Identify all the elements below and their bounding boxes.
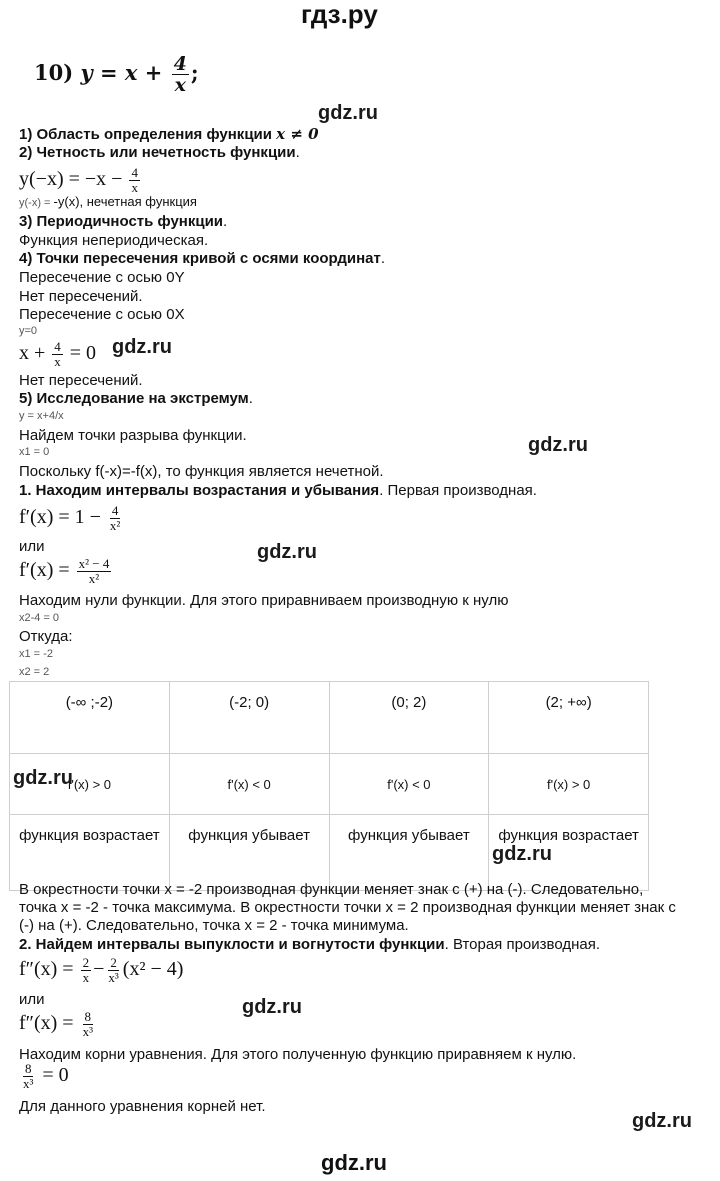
part2-heading-bold: 2. Найдем интервалы выпуклости и вогнутости функции bbox=[19, 936, 445, 953]
conclusion-line-3: (-) на (+). Следовательно, точка x = 2 - точка минимума. bbox=[19, 917, 409, 934]
sd1-frac-b bbox=[106, 956, 120, 985]
zeros-text: Находим нули функции. Для этого приравниваем производную к нулю bbox=[19, 592, 509, 609]
watermark-6: gdz.ru bbox=[492, 843, 552, 865]
section-extremum bbox=[19, 390, 253, 407]
sd1-den-b: x³ bbox=[108, 970, 119, 985]
interval-cell: (-∞ ;-2) bbox=[10, 682, 170, 754]
section-periodicity bbox=[19, 213, 227, 230]
section-parity-text: 2) Четность или нечетность функции bbox=[19, 144, 296, 161]
intersect-equation bbox=[19, 340, 96, 369]
parity-conclusion bbox=[19, 194, 197, 210]
parity-formula-lhs: y(−x) = −x − bbox=[19, 168, 123, 191]
roots-equation bbox=[19, 1062, 69, 1091]
task-lhs: y = x + bbox=[80, 60, 163, 85]
section-extremum-dot: . bbox=[248, 390, 253, 407]
part2-heading bbox=[19, 936, 600, 953]
watermark-3: gdz.ru bbox=[528, 434, 588, 456]
sd2-den: x³ bbox=[82, 1024, 93, 1039]
extremum-x1: x1 = 0 bbox=[19, 446, 50, 458]
or-label-2: или bbox=[19, 991, 45, 1008]
behaviour-cell: функция убывает bbox=[169, 815, 329, 891]
sign-table-intervals-row bbox=[10, 682, 649, 754]
sd2-frac bbox=[81, 1010, 95, 1039]
parity-frac-den: x bbox=[131, 180, 138, 195]
parity-frac-num: 4 bbox=[131, 165, 138, 180]
interval-cell: (-2; 0) bbox=[169, 682, 329, 754]
task-number: 10) bbox=[34, 60, 74, 85]
fd2-lhs: f′(x) = bbox=[19, 559, 70, 582]
fd1-frac bbox=[108, 504, 122, 533]
section-domain-text: 1) Область определения функции bbox=[19, 126, 277, 143]
section-intersections bbox=[19, 250, 385, 267]
intersect-eq-frac bbox=[52, 340, 63, 369]
watermark-7: gdz.ru bbox=[242, 996, 302, 1018]
sd1-frac-a bbox=[81, 956, 92, 985]
section-periodicity-text: 3) Периодичность функции bbox=[19, 213, 224, 230]
extremum-odd: Поскольку f(-x)=-f(x), то функция является нечетной. bbox=[19, 463, 384, 480]
watermark-5: gdz.ru bbox=[13, 767, 73, 789]
sd1-num-a: 2 bbox=[82, 955, 90, 970]
intersect-y0: y=0 bbox=[19, 325, 38, 337]
intersect-eq-rhs: = 0 bbox=[69, 342, 97, 365]
sd1-lhs: f″(x) = bbox=[19, 958, 74, 981]
site-footer: gdz.ru bbox=[321, 1150, 387, 1175]
part2-heading-rest: . Вторая производная. bbox=[444, 936, 601, 953]
roots-eq-num: 8 bbox=[24, 1061, 32, 1076]
behaviour-cell: функция возрастает bbox=[10, 815, 170, 891]
second-derivative-2 bbox=[19, 1010, 97, 1039]
sign-table-signs-row bbox=[10, 754, 649, 815]
sign-cell: f'(x) < 0 bbox=[329, 754, 489, 815]
intersect-ox: Пересечение с осью 0X bbox=[19, 306, 185, 323]
sd2-lhs: f″(x) = bbox=[19, 1012, 74, 1035]
root-x2: x2 = 2 bbox=[19, 666, 50, 678]
roots-eq-rhs: = 0 bbox=[42, 1064, 69, 1087]
section-extremum-text: 5) Исследование на экстремум bbox=[19, 390, 249, 407]
task-tail: ; bbox=[190, 60, 199, 85]
section-parity bbox=[19, 144, 300, 161]
task-heading bbox=[34, 54, 199, 95]
extremum-break: Найдем точки разрыва функции. bbox=[19, 427, 247, 444]
intersect-frac-num: 4 bbox=[54, 339, 61, 354]
sign-table-behaviour-row bbox=[10, 815, 649, 891]
root-x1: x1 = -2 bbox=[19, 648, 53, 660]
sign-cell: f'(x) < 0 bbox=[169, 754, 329, 815]
sd1-tail: (x² − 4) bbox=[122, 958, 184, 981]
conclusion-line-1: В окрестности точки x = -2 производная функции меняет знак с (+) на (-). Следовательно, bbox=[19, 881, 644, 898]
section-parity-dot: . bbox=[295, 144, 300, 161]
fd2-den: x² bbox=[88, 571, 100, 586]
fd1-num: 4 bbox=[111, 503, 119, 518]
sign-cell: f'(x) > 0 bbox=[489, 754, 649, 815]
whence-label: Откуда: bbox=[19, 628, 73, 645]
conclusion-line-2: точка x = -2 - точка максимума. В окрестности точки x = 2 производная функции меняет знак с bbox=[19, 899, 676, 916]
parity-small-b: -y(x), нечетная функция bbox=[53, 194, 197, 209]
intersect-frac-den: x bbox=[54, 354, 61, 369]
sd1-den-a: x bbox=[82, 970, 90, 985]
watermark-8: gdz.ru bbox=[632, 1110, 692, 1132]
interval-cell: (0; 2) bbox=[329, 682, 489, 754]
behaviour-cell: функция убывает bbox=[329, 815, 489, 891]
parity-formula-frac bbox=[129, 166, 140, 195]
fd1-lhs: f′(x) = 1 − bbox=[19, 506, 101, 529]
part1-heading-bold: 1. Находим интервалы возрастания и убывания bbox=[19, 482, 380, 499]
part1-heading-rest: . Первая производная. bbox=[379, 482, 537, 499]
roots-eq-den: x³ bbox=[23, 1076, 34, 1091]
first-derivative-1 bbox=[19, 504, 124, 533]
site-header: гдз.ру bbox=[301, 0, 378, 29]
section-periodicity-dot: . bbox=[223, 213, 228, 230]
section-domain-math: x ≠ 0 bbox=[276, 125, 319, 143]
task-frac-den: x bbox=[174, 74, 186, 96]
intersect-oy: Пересечение с осью 0Y bbox=[19, 269, 185, 286]
fd2-frac bbox=[77, 557, 112, 586]
sd1-minus: − bbox=[93, 958, 105, 981]
behaviour-cell: функция возрастает bbox=[489, 815, 649, 891]
intersect-none-1: Нет пересечений. bbox=[19, 288, 143, 305]
watermark-4: gdz.ru bbox=[257, 541, 317, 563]
sign-table bbox=[9, 681, 649, 891]
first-derivative-2 bbox=[19, 557, 113, 586]
sign-cell: f'(x) > 0 bbox=[10, 754, 170, 815]
no-roots: Для данного уравнения корней нет. bbox=[19, 1098, 266, 1115]
part1-heading bbox=[19, 482, 537, 499]
interval-cell: (2; +∞) bbox=[489, 682, 649, 754]
fd2-num: x² − 4 bbox=[78, 556, 110, 571]
extremum-function: y = x+4/x bbox=[19, 410, 64, 422]
zeros-equation: x2-4 = 0 bbox=[19, 612, 60, 624]
sd2-num: 8 bbox=[84, 1009, 92, 1024]
watermark-1: gdz.ru bbox=[318, 102, 378, 124]
parity-formula bbox=[19, 166, 142, 195]
periodicity-body: Функция непериодическая. bbox=[19, 232, 209, 249]
second-derivative-1 bbox=[19, 956, 183, 985]
intersect-eq-lhs: x + bbox=[19, 342, 46, 365]
section-domain bbox=[19, 126, 319, 143]
intersect-none-2: Нет пересечений. bbox=[19, 372, 143, 389]
watermark-2: gdz.ru bbox=[112, 336, 172, 358]
section-intersections-text: 4) Точки пересечения кривой с осями координат bbox=[19, 250, 381, 267]
section-intersections-dot: . bbox=[380, 250, 385, 267]
fd1-den: x² bbox=[109, 518, 121, 533]
roots-text: Находим корни уравнения. Для этого полученную функцию приравняем к нулю. bbox=[19, 1046, 577, 1063]
or-label-1: или bbox=[19, 538, 45, 555]
sd1-num-b: 2 bbox=[110, 955, 117, 970]
task-frac-num: 4 bbox=[173, 53, 187, 75]
task-fraction bbox=[172, 54, 189, 95]
parity-small-a: y(-x) = bbox=[19, 197, 54, 209]
roots-eq-frac bbox=[21, 1062, 35, 1091]
